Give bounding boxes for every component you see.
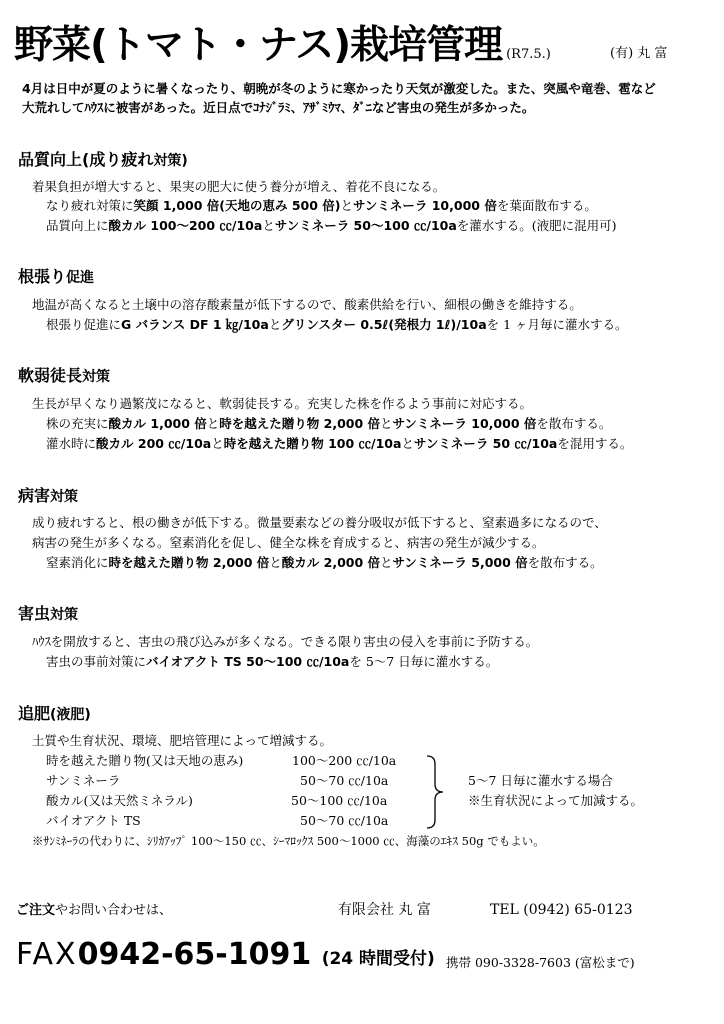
heading-disease-main: 病害 — [18, 486, 51, 505]
heading-disease — [18, 486, 78, 507]
company-name: 有限会社 丸 富 — [338, 902, 431, 918]
quality-p2-mid: と — [340, 198, 353, 213]
weak-p3-product-1: 酸カル 200 ㏄/10a — [96, 436, 212, 451]
disease-p3-post: を散布する。 — [527, 555, 603, 570]
heading-quality-small: 対策) — [153, 153, 188, 169]
disease-p3-mid-2: と — [380, 555, 393, 570]
heading-quality — [18, 150, 188, 171]
heading-topdress — [18, 704, 91, 725]
heading-topdress-small: (液肥) — [50, 707, 91, 723]
pests-p2-post: を 5～7 日毎に灌水する。 — [349, 654, 499, 669]
weak-p3 — [46, 435, 632, 453]
quality-p3-mid: と — [262, 218, 275, 233]
roots-p2-product-1: G バランス DF 1 ㎏/10a — [121, 317, 269, 332]
heading-roots-small: 促進 — [66, 270, 95, 286]
disease-p2: 病害の発生が多くなる。窒素消化を促し、健全な株を育成すると、病害の発生が減少する。 — [32, 535, 545, 550]
right-brace-icon — [425, 754, 451, 830]
roots-p2 — [46, 316, 628, 334]
disease-p3-product-1: 時を越えた贈り物 2,000 倍 — [108, 555, 270, 570]
topdress-row-1-amount: 100～200 ㏄/10a — [292, 753, 397, 768]
quality-p3-product-1: 酸カル 100～200 ㏄/10a — [108, 218, 263, 233]
heading-weak — [18, 366, 110, 387]
weak-p2-product-3: サンミネーラ 10,000 倍 — [392, 416, 537, 431]
pests-p1: ﾊｳｽを開放すると、害虫の飛び込みが多くなる。できる限り害虫の侵入を事前に予防する。 — [32, 634, 539, 649]
topdress-row-2-amount: 50～70 ㏄/10a — [300, 773, 389, 788]
intro-line-2: 大荒れしてﾊｳｽに被害があった。近日点でｺﾅｼﾞﾗﾐ、ｱｻﾞﾐｳﾏ、ﾀﾞﾆなど害虫の発生が多かった。 — [22, 100, 535, 115]
heading-pests-small: 対策 — [50, 607, 79, 623]
title-text: 野菜(トマト・ナス)栽培管理 — [14, 23, 503, 68]
heading-weak-small: 対策 — [82, 369, 111, 385]
heading-roots — [18, 267, 94, 288]
disease-p3-product-2: 酸カル 2,000 倍 — [281, 555, 381, 570]
fax-line — [16, 936, 435, 978]
disease-p3-mid: と — [269, 555, 282, 570]
weak-p2-product-2: 時を越えた贈り物 2,000 倍 — [219, 416, 381, 431]
weak-p3-product-2: 時を越えた贈り物 100 ㏄/10a — [223, 436, 402, 451]
pests-p2-product-1: バイオアクト TS 50～100 ㏄/10a — [146, 654, 350, 669]
quality-p3-pre: 品質向上に — [46, 218, 109, 233]
topdress-row-4-amount: 50～70 ㏄/10a — [300, 813, 389, 828]
quality-p2-pre: なり疲れ対策に — [46, 198, 134, 213]
order-inquiry-text — [16, 902, 172, 920]
topdress-side-instruction: 5～7 日毎に灌水する場合 — [468, 773, 613, 788]
weak-p2-product-1: 酸カル 1,000 倍 — [108, 416, 207, 431]
roots-p2-post: を 1 ヶ月毎に灌水する。 — [486, 317, 628, 332]
heading-disease-small: 対策 — [50, 489, 79, 505]
company-short: (有) 丸 富 — [610, 46, 668, 61]
quality-p2 — [46, 197, 597, 215]
telephone-number: TEL (0942) 65-0123 — [490, 902, 633, 918]
weak-p3-mid-2: と — [401, 436, 414, 451]
weak-p2-mid: と — [206, 416, 220, 431]
mobile-number: 携帯 090-3328-7603 (富松まで) — [446, 955, 635, 970]
topdress-side-note: ※生育状況によって加減する。 — [468, 793, 644, 808]
weak-p2-mid-2: と — [380, 416, 393, 431]
topdress-row-2-name: サンミネーラ — [46, 773, 121, 788]
weak-p2 — [46, 415, 611, 433]
page-title — [14, 24, 551, 77]
disease-p1: 成り疲れすると、根の働きが低下する。微量要素などの養分吸収が低下すると、窒素過多になるので、 — [32, 515, 607, 530]
topdress-row-3-amount: 50～100 ㏄/10a — [291, 793, 388, 808]
disease-p3-product-3: サンミネーラ 5,000 倍 — [392, 555, 528, 570]
heading-pests-main: 害虫 — [18, 604, 51, 623]
order-rest: やお問い合わせは、 — [55, 903, 173, 918]
fax-hours: (24 時間受付) — [321, 949, 435, 969]
quality-p2-post: を葉面散布する。 — [496, 198, 597, 213]
heading-pests — [18, 604, 78, 625]
fax-label: FAX — [16, 937, 78, 972]
quality-p1: 着果負担が増大すると、果実の肥大に使う養分が増え、着花不良になる。 — [32, 179, 446, 194]
topdress-row-3-name: 酸カル(又は天然ミネラル) — [46, 793, 193, 808]
topdress-row-1-name: 時を越えた贈り物(又は天地の恵み) — [46, 753, 244, 768]
quality-p2-product-2: サンミネーラ 10,000 倍 — [353, 198, 497, 213]
roots-p2-mid: と — [268, 317, 282, 332]
weak-p1: 生長が早くなり過繁茂になると、軟弱徒長する。充実した株を作るよう事前に対応する。 — [32, 396, 533, 411]
topdress-note: ※ｻﾝﾐﾈｰﾗの代わりに、ｼﾘｶｱｯﾌﾟ 100～150 ㏄、ｼｰﾏﾛｯｸｽ 500～1000 ㏄、海藻のｴｷｽ 50g でもよい。 — [32, 834, 545, 848]
heading-weak-main: 軟弱徒長 — [18, 366, 83, 385]
disease-p3-pre: 窒素消化に — [46, 555, 109, 570]
weak-p3-mid: と — [211, 436, 224, 451]
heading-roots-main: 根張り — [18, 267, 67, 286]
disease-p3 — [46, 554, 603, 572]
intro-line-1: 4月は日中が夏のように暑くなったり、朝晩が冬のように寒かったり天気が激変した。また、突風や竜巻、雹など — [22, 81, 656, 96]
quality-p3-product-2: サンミネーラ 50～100 ㏄/10a — [274, 218, 457, 233]
pests-p2-pre: 害虫の事前対策に — [46, 654, 147, 669]
version-label: (R7.5.) — [506, 47, 551, 62]
weak-p3-pre: 灌水時に — [46, 436, 97, 451]
roots-p2-pre: 根張り促進に — [46, 317, 122, 332]
roots-p1: 地温が高くなると土壌中の溶存酸素量が低下するので、酸素供給を行い、細根の働きを維持する。 — [32, 297, 582, 312]
pests-p2 — [46, 653, 498, 671]
heading-quality-main: 品質向上(成り疲れ — [18, 150, 154, 169]
fax-number: 0942-65-1091 — [77, 937, 312, 972]
topdress-row-4-name: バイオアクト TS — [46, 813, 141, 828]
topdress-p1: 土質や生育状況、環境、肥培管理によって増減する。 — [32, 733, 333, 748]
quality-p2-product-1: 笑顔 1,000 倍(天地の恵み 500 倍) — [133, 198, 341, 213]
weak-p2-post: を散布する。 — [536, 416, 612, 431]
weak-p3-post: を混用する。 — [557, 436, 633, 451]
heading-topdress-main: 追肥 — [18, 704, 51, 723]
weak-p3-product-3: サンミネーラ 50 ㏄/10a — [413, 436, 558, 451]
roots-p2-product-2: グリンスター 0.5ℓ(発根力 1ℓ)/10a — [281, 317, 487, 332]
weak-p2-pre: 株の充実に — [46, 416, 109, 431]
quality-p3-post: を灌水する。(液肥に混用可) — [456, 218, 617, 233]
order-bold: ご注文 — [16, 903, 56, 918]
quality-p3 — [46, 217, 617, 235]
